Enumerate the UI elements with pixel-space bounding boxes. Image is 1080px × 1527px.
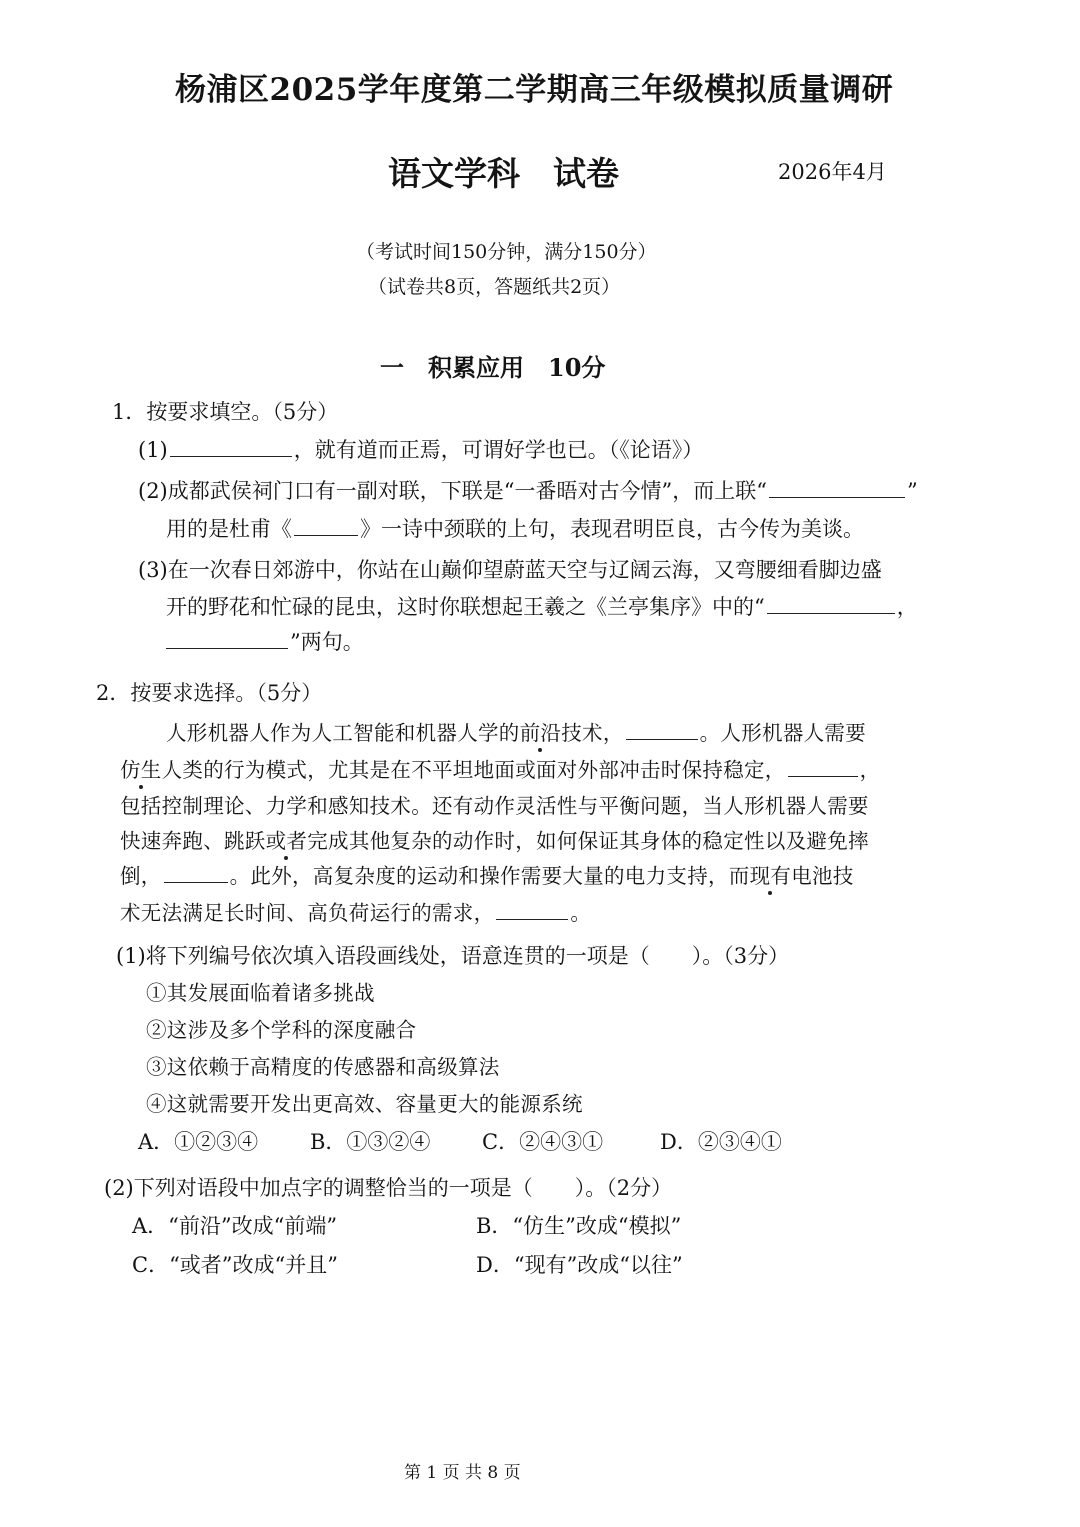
- passage-line-6: [120, 896, 591, 926]
- exam-date: 2026年4月: [778, 160, 887, 184]
- option-A[interactable]: A．①②③④: [138, 1130, 259, 1154]
- q1-p2-text-2: 用的是杜甫《: [166, 517, 292, 541]
- passage-line-2: [120, 753, 880, 783]
- passage-text: 术无法满足长时间、高负荷运行的需求，: [120, 901, 495, 925]
- answer-blank[interactable]: [294, 514, 358, 536]
- option-2-B[interactable]: B．“仿生”改成“模拟”: [476, 1214, 682, 1238]
- question-2-sub-2: (2)下列对语段中加点字的调整恰当的一项是（ ）。（2分）: [104, 1176, 673, 1200]
- passage-text: 。: [570, 901, 592, 925]
- dotted-word-xianyou: 现有: [749, 864, 792, 888]
- q1-p3-end: ”两句。: [290, 630, 364, 654]
- passage-line-1: [166, 716, 866, 746]
- passage-line-3: 包括控制理论、力学和感知技术。还有动作灵活性与平衡问题，当人形机器人需要: [120, 794, 869, 818]
- question-1-part-3-line-2: [166, 591, 918, 621]
- passage-text: 。此外，高复杂度的运动和操作需要大量的电力支持，而: [229, 864, 750, 888]
- passage-text: 人形机器人作为人工智能和机器人学的: [166, 721, 520, 745]
- question-1-part-3-line-1: (3)在一次春日郊游中，你站在山巅仰望蔚蓝天空与辽阔云海，又弯腰细看脚边盛: [138, 558, 882, 582]
- question-1-part-3-line-3: [164, 626, 364, 656]
- q1-p3-comma: ，: [896, 595, 918, 619]
- passage-text: 倒，: [120, 864, 162, 888]
- passage-text: 快速奔跑、跳跃: [120, 829, 266, 853]
- option-2-D[interactable]: D．“现有”改成“以往”: [476, 1253, 683, 1277]
- passage-text: 技术，: [561, 721, 624, 745]
- q1-p1-label: (1): [138, 438, 168, 462]
- answer-blank[interactable]: [164, 862, 228, 884]
- question-1-part-2-line-2: [166, 513, 864, 543]
- question-1-stem: 1．按要求填空。（5分）: [112, 400, 339, 424]
- q1-p2-text-3: 》一诗中颈联的上句，表现君明臣良，古今传为美谈。: [360, 517, 864, 541]
- dotted-word-huozhe: 或者: [265, 829, 308, 853]
- numbered-item-3: ③这依赖于高精度的传感器和高级算法: [146, 1055, 500, 1079]
- passage-text: ，: [859, 758, 881, 782]
- q1-p2-text: (2)成都武侯祠门口有一副对联，下联是“一番晤对古今情”，而上联“: [138, 479, 767, 503]
- q1-p3-text: 开的野花和忙碌的昆虫，这时你联想起王羲之《兰亭集序》中的“: [166, 595, 765, 619]
- numbered-item-1: ①其发展面临着诸多挑战: [146, 981, 375, 1005]
- option-C[interactable]: C．②④③①: [482, 1130, 604, 1154]
- question-2-stem: 2．按要求选择。（5分）: [96, 681, 323, 705]
- numbered-item-4: ④这就需要开发出更高效、容量更大的能源系统: [146, 1092, 583, 1116]
- option-B[interactable]: B．①③②④: [310, 1130, 431, 1154]
- section-title: 一 积累应用 10分: [380, 353, 606, 382]
- q1-p2-quote-end: ”: [906, 479, 918, 503]
- passage-text: 人类的行为模式，尤其是在不平坦地面或面对外部冲击时保持稳定，: [161, 758, 786, 782]
- dotted-word-fangsheng: 仿生: [120, 758, 162, 782]
- question-2-sub-1: (1)将下列编号依次填入语段画线处，语意连贯的一项是（ ）。（3分）: [116, 944, 790, 968]
- answer-blank[interactable]: [496, 899, 568, 921]
- passage-line-4: [120, 824, 869, 854]
- passage-text: 电池技: [791, 864, 854, 888]
- option-D[interactable]: D．②③④①: [660, 1130, 782, 1154]
- question-1-part-1: [138, 434, 703, 464]
- subject-title: 语文学科 试卷: [388, 154, 619, 193]
- numbered-item-2: ②这涉及多个学科的深度融合: [146, 1018, 417, 1042]
- answer-blank[interactable]: [767, 592, 895, 614]
- passage-line-5: [120, 859, 854, 889]
- page-number: 第 1 页 共 8 页: [404, 1463, 521, 1483]
- passage-text: 。人形机器人需要: [699, 721, 867, 745]
- answer-blank[interactable]: [788, 756, 858, 778]
- option-2-C[interactable]: C．“或者”改成“并且”: [132, 1253, 339, 1277]
- q1-p1-text: ，就有道而正焉，可谓好学也已。（《论语》）: [293, 438, 704, 462]
- dotted-word-qianyan: 前沿: [519, 721, 562, 745]
- exam-info-pages: （试卷共8页，答题纸共2页）: [368, 276, 621, 298]
- exam-title: 杨浦区2025学年度第二学期高三年级模拟质量调研: [175, 72, 894, 108]
- passage-text: 完成其他复杂的动作时，如何保证其身体的稳定性以及避免摔: [307, 829, 869, 853]
- question-1-part-2-line-1: [138, 475, 918, 505]
- exam-info-time: （考试时间150分钟，满分150分）: [356, 241, 657, 263]
- option-2-A[interactable]: A．“前沿”改成“前端”: [132, 1214, 338, 1238]
- answer-blank[interactable]: [170, 435, 292, 457]
- answer-blank[interactable]: [626, 719, 698, 741]
- answer-blank[interactable]: [166, 627, 288, 649]
- answer-blank[interactable]: [769, 476, 905, 498]
